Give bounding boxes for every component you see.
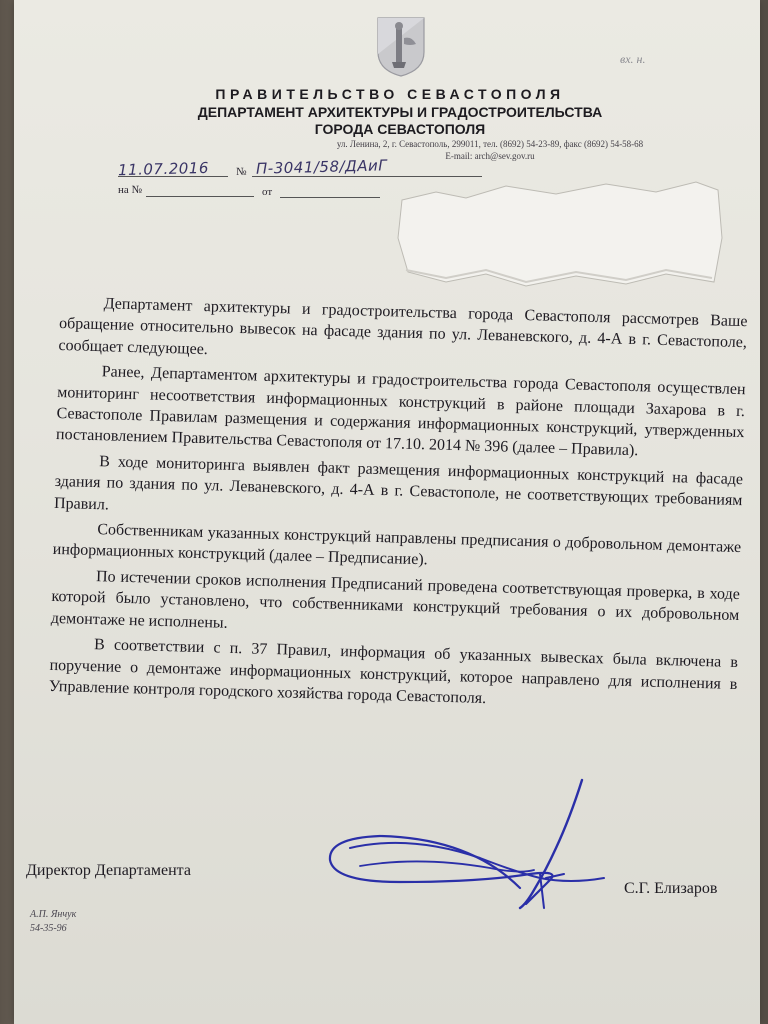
na-line xyxy=(146,196,254,197)
ot-line xyxy=(280,197,380,198)
body-paragraph-2: Ранее, Департаментом архитектуры и градостроительства города Севастополя осуществлен мониторинг несоответствия информационных конструкций в районе площади Захарова в г. Севастополе Правилам размещения и содержания информационных конструкций, утвержденных постановлением Правительства Севастополя от 17.10. 2014 № 396 (далее – Правила). xyxy=(55,363,746,460)
body-paragraph-6: В соответствии с п. 37 Правил, информация об указанных вывесках была включена в поручение о демонтаже информационных конструкций, которое направлено для исполнения в Управление контроля городского хозяйства города Севастополя. xyxy=(48,636,739,707)
body-paragraph-1: Департамент архитектуры и градостроительства города Севастополя рассмотрев Ваше обращение относительно вывесок на фасаде здания по ул. Леваневского, д. 4-А в г. Севастополе, сообщает следующее. xyxy=(58,295,748,358)
department-title-line2: ГОРОДА СЕВАСТОПОЛЯ xyxy=(314,121,486,137)
na-label: на № xyxy=(118,184,143,196)
body-paragraph-3: В ходе мониторинга выявлен факт размещения информационных конструкций на фасаде здания по здания по ул. Леваневского, д. 4-А в г. Севастополе, не соответствующих требованиям Правил. xyxy=(53,453,744,514)
reference-date: 11.07.2016 xyxy=(117,158,210,180)
ot-label: от xyxy=(262,186,273,198)
executor-name: А.П. Янчук xyxy=(30,909,77,920)
coat-of-arms-icon xyxy=(374,14,428,78)
handwritten-signature xyxy=(320,778,620,918)
body-paragraph-4: Собственникам указанных конструкций направлены предписания о добровольном демонтаже информационных конструкций (далее – Предписание). xyxy=(52,521,742,569)
corner-mark: вх. н. xyxy=(620,52,646,66)
signatory-title: Директор Департамента xyxy=(26,862,191,879)
body-paragraph-5: По истечении сроков исполнения Предписаний проведена соответствующая проверка, в ходе которой было установлено, что собственниками конструкций требования о их добровольном демонтаже не исполнены. xyxy=(50,567,741,632)
signatory-name: С.Г. Елизаров xyxy=(624,880,718,897)
email-line: E-mail: arch@sev.gov.ru xyxy=(445,151,535,161)
letter-body xyxy=(49,292,748,720)
torn-paper-patch xyxy=(396,178,726,290)
department-title-line1: ДЕПАРТАМЕНТ АРХИТЕКТУРЫ И ГРАДОСТРОИТЕЛЬСТВА xyxy=(197,104,603,120)
reference-number: П-3041/58/ДАиГ xyxy=(255,156,388,178)
executor-block xyxy=(30,908,76,936)
number-label: № xyxy=(236,166,247,178)
address-line: ул. Ленина, 2, г. Севастополь, 299011, тел. (8692) 54-23-89, факс (8692) 54-58-68 xyxy=(336,139,644,149)
department-title xyxy=(120,104,680,138)
government-title: ПРАВИТЕЛЬСТВО СЕВАСТОПОЛЯ xyxy=(215,86,565,102)
executor-phone: 54-35-96 xyxy=(30,923,67,934)
